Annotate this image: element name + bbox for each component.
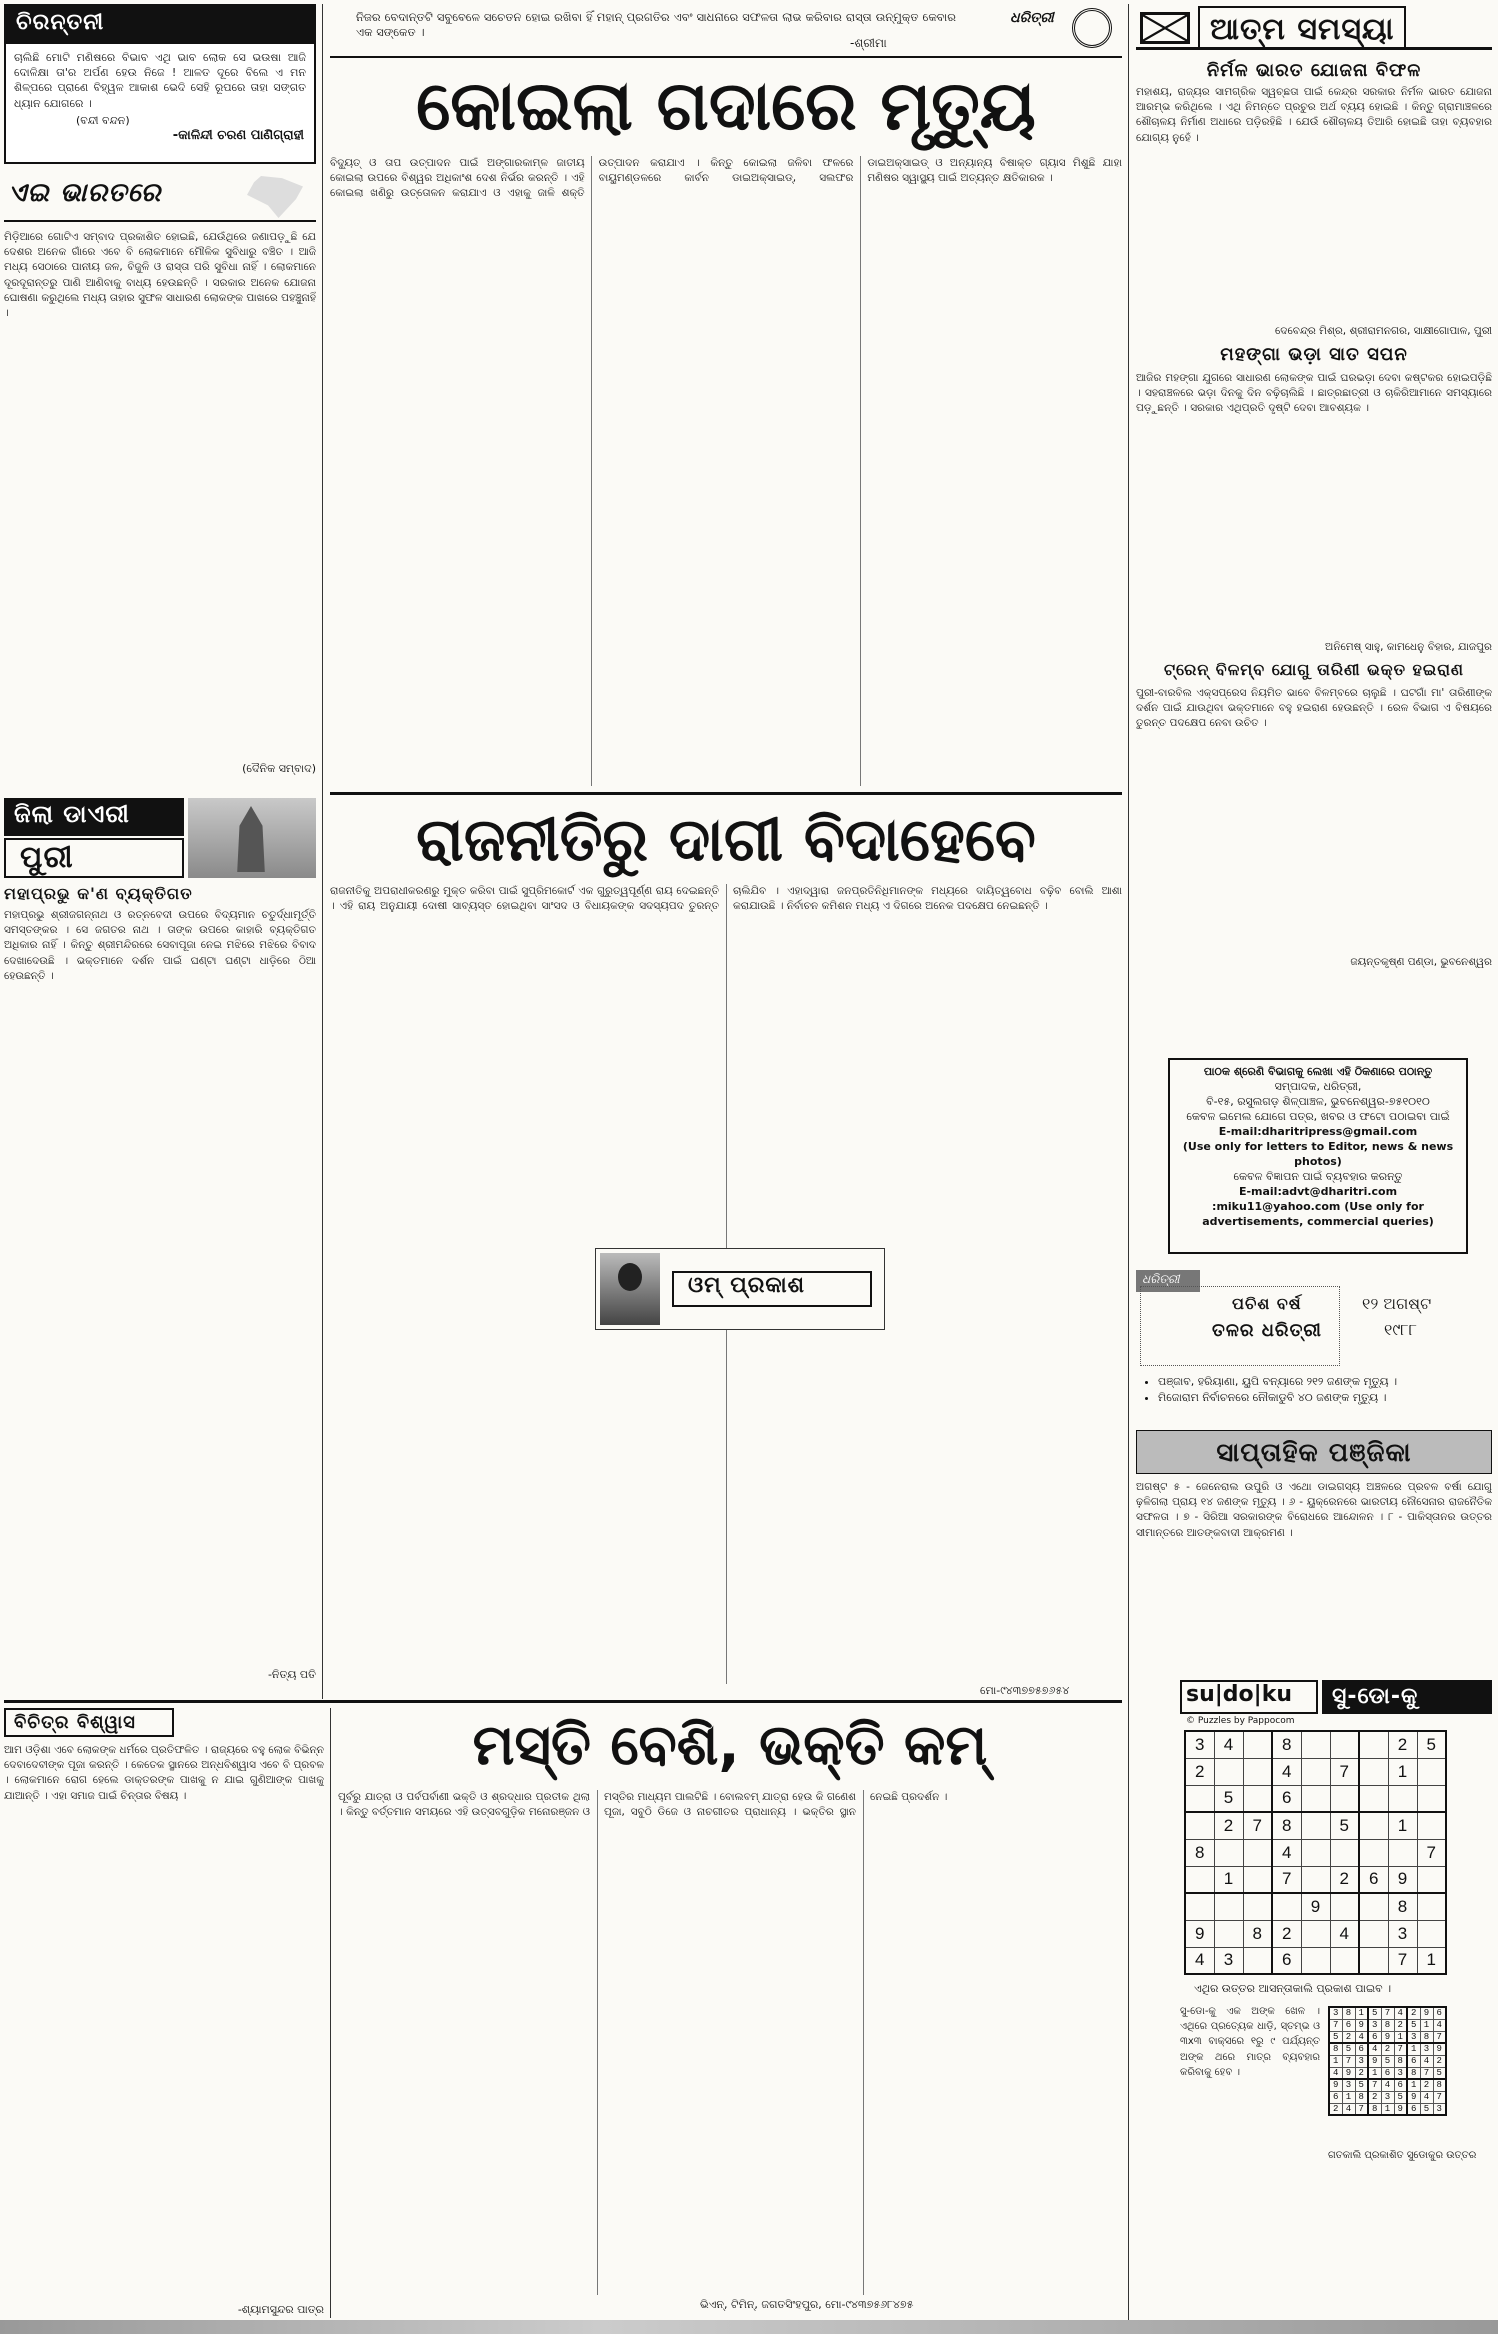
- sudoku-solution-cell: 8: [1342, 2007, 1355, 2019]
- sudoku-solution-cell: 2: [1381, 2043, 1394, 2055]
- sudoku-cell: 7: [1388, 1947, 1417, 1974]
- letter2-text: ଆଜିର ମହଙ୍ଗା ଯୁଗରେ ସାଧାରଣ ଲୋକଙ୍କ ପାଇଁ ଘରଭଡ଼ା ଦେବା କଷ୍ଟକର ହୋଇପଡ଼ିଛି । ସହରାଞ୍ଚଳରେ ଭଡ଼ା ଦିନକୁ ଦିନ ବଢ଼ିଚାଲିଛି । ଛାତ୍ରଛାତ୍ରୀ ଓ ଚାକିରିଆମାନେ ସମସ୍ୟାରେ ପଡ଼ୁଛନ୍ତି । ସରକାର ଏଥିପ୍ରତି ଦୃଷ୍ଟି ଦେବା ଆବଶ୍ୟକ ।: [1136, 372, 1492, 415]
- sudoku-cell: 1: [1214, 1866, 1243, 1893]
- sudoku-cell: [1359, 1758, 1388, 1785]
- puri-temple-photo: [188, 798, 316, 878]
- sudoku-cell: [1214, 1893, 1243, 1920]
- sudoku-cell: [1185, 1893, 1214, 1920]
- sudoku-solution-cell: 8: [1368, 2103, 1381, 2115]
- envelope-icon: [1140, 12, 1190, 44]
- sudoku-cell: 2: [1272, 1920, 1301, 1947]
- letter3-title: ଟ୍ରେନ୍‌ ବିଳମ୍ବ ଯୋଗୁ ତାରିଣୀ ଭକ୍ତ ହଇରାଣ: [1163, 660, 1465, 679]
- sudoku-solution-cell: 8: [1329, 2043, 1342, 2055]
- sudoku-cell: 5: [1214, 1785, 1243, 1812]
- sudoku-solution-cell: 6: [1407, 2055, 1420, 2067]
- sudoku-cell: [1301, 1812, 1330, 1839]
- politics-author-name: ଓମ୍‌ ପ୍ରକାଶ: [672, 1271, 872, 1307]
- top-quote-box: [330, 6, 1122, 58]
- sudoku-solution-cell: 9: [1342, 2067, 1355, 2079]
- sudoku-cell: [1388, 1839, 1417, 1866]
- jilla-district: ପୁରୀ: [4, 838, 184, 878]
- sudoku-solution-cell: 6: [1342, 2019, 1355, 2031]
- sudoku-cell: 9: [1301, 1893, 1330, 1920]
- chirantani-source: (ବନ୍ଦୀ ବନ୍ଦନ): [76, 114, 130, 127]
- sudoku-cell: [1243, 1731, 1272, 1758]
- sudoku-solution-cell: 3: [1433, 2103, 1446, 2115]
- years25-date1: ୧୨ ଅଗଷ୍ଟ: [1362, 1294, 1432, 1313]
- contact-email2[interactable]: E-mail:advt@dharitri.com: [1238, 1185, 1398, 1198]
- letters-section: [1136, 56, 1492, 1056]
- contact-email3[interactable]: :miku11@yahoo.com (Use only for advertisements, commercial queries): [1202, 1200, 1434, 1228]
- ebharat-section: [4, 172, 316, 792]
- sudoku-cell: [1330, 1785, 1359, 1812]
- sudoku-cell: [1301, 1785, 1330, 1812]
- letter2-title: ମହଙ୍ଗା ଭଡ଼ା ସାତ ସପନ: [1220, 344, 1408, 365]
- sudoku-solution-cell: 8: [1407, 2067, 1420, 2079]
- sudoku-solution-cell: 9: [1420, 2007, 1433, 2019]
- sudoku-solution-cell: 6: [1407, 2103, 1420, 2115]
- years25-box: [1136, 1270, 1492, 1420]
- chirantani-heading: ଚିରନ୍ତନୀ: [6, 6, 314, 44]
- sudoku-cell: 4: [1330, 1920, 1359, 1947]
- contact-intro: ପାଠକ ଶ୍ରେଣି ବିଭାଗକୁ ଲେଖା ଏହି ଠିକଣାରେ ପଠାନ୍ତୁ: [1203, 1065, 1433, 1078]
- sudoku-solution-cell: 6: [1381, 2067, 1394, 2079]
- chirantani-author: -କାଳିନ୍ଦୀ ଚରଣ ପାଣିଗ୍ରାହୀ: [172, 128, 304, 143]
- ebharat-heading: ଏଇ ଭାରତରେ: [4, 172, 316, 222]
- sudoku-solution-cell: 7: [1394, 2043, 1407, 2055]
- sudoku-solution-cell: 5: [1355, 2079, 1368, 2091]
- bichitra-heading: ବିଚିତ୍ର ବିଶ୍ୱାସ: [4, 1708, 174, 1737]
- sudoku-cell: 2: [1330, 1866, 1359, 1893]
- sudoku-cell: [1301, 1920, 1330, 1947]
- ebharat-text: ମିଡ଼ିଆରେ ଗୋଟିଏ ସମ୍ବାଦ ପ୍ରକାଶିତ ହୋଇଛି, ଯେଉଁଥିରେ ଜଣାପଡ଼ୁଛି ଯେ ଦେଶର ଅନେକ ଗାଁରେ ଏବେ ବି ଲୋକମାନେ ମୌଳିକ ସୁବିଧାରୁ ବଞ୍ଚିତ । ଆଜି ମଧ୍ୟ ସେଠାରେ ପାନୀୟ ଜଳ, ବିଜୁଳି ଓ ରାସ୍ତା ପରି ସୁବିଧା ନାହିଁ । ଲୋକମାନେ ଦୂରଦୂରାନ୍ତରୁ ପାଣି ଆଣିବାକୁ ବାଧ୍ୟ ହେଉଛନ୍ତି । ସରକାର ଅନେକ ଯୋଜନା ଘୋଷଣା କରୁଥିଲେ ମଧ୍ୟ ତାହାର ସୁଫଳ ସାଧାରଣ ଲୋକଙ୍କ ପାଖରେ ପହଞ୍ଚୁନାହିଁ ।: [4, 231, 316, 320]
- sudoku-cell: 1: [1388, 1758, 1417, 1785]
- sudoku-solution-cell: 7: [1433, 2031, 1446, 2043]
- wheel-icon: [1072, 8, 1112, 48]
- sudoku-cell: [1359, 1731, 1388, 1758]
- jilla-heading: ଜିଲା ଡାଏରୀ: [4, 798, 184, 836]
- sudoku-cell: [1330, 1731, 1359, 1758]
- sudoku-solution-cell: 9: [1407, 2091, 1420, 2103]
- masti-article-text: ପୂର୍ବରୁ ଯାତ୍ରା ଓ ପର୍ବପର୍ବାଣୀ ଭକ୍ତି ଓ ଶ୍ରଦ୍ଧାର ପ୍ରତୀକ ଥିଲା । କିନ୍ତୁ ବର୍ତ୍ତମାନ ସମୟରେ ଏହି ଉତ୍ସବଗୁଡ଼ିକ ମନୋରଞ୍ଜନ ଓ ମସ୍ତିର ମାଧ୍ୟମ ପାଲଟିଛି । ବୋଲବମ୍‌ ଯାତ୍ରା ହେଉ କି ଗଣେଶ ପୂଜା, ସବୁଠି ଡିଜେ ଓ ନାଚଗୀତର ପ୍ରାଧାନ୍ୟ । ଭକ୍ତିର ସ୍ଥାନ ନେଇଛି ପ୍ରଦର୍ଶନ ।: [338, 1791, 948, 1819]
- sudoku-solution-cell: 3: [1394, 2067, 1407, 2079]
- sudoku-solution-cell: 1: [1342, 2091, 1355, 2103]
- sudoku-cell: 8: [1243, 1920, 1272, 1947]
- masti-author: ଭିଏନ୍‌, ଟିମିନ୍‌, ଜଗତସିଂହପୁର, ମୋ-୯୪୩୭୫୬୮୪୭୫: [700, 2298, 914, 2311]
- sudoku-solution-cell: 6: [1329, 2091, 1342, 2103]
- sudoku-solution-cell: 5: [1407, 2019, 1420, 2031]
- years25-items: [1142, 1374, 1486, 1406]
- sudoku-cell: [1243, 1893, 1272, 1920]
- sudoku-solution-cell: 5: [1394, 2091, 1407, 2103]
- sudoku-cell: 6: [1272, 1785, 1301, 1812]
- letter1-author: ଦେବେନ୍ଦ୍ର ମିଶ୍ର, ଶ୍ରୀରାମନଗର, ସାକ୍ଷୀଗୋପାଳ, ପୁରୀ: [1275, 325, 1492, 337]
- panjika-text: ଅଗଷ୍ଟ ୫ - ଜେନେରାଲ ଉପୁରି ଓ ଏଥୋ ଡାଇଗସ୍ୟ ଅଞ୍ଚଳରେ ପ୍ରବଳ ବର୍ଷା ଯୋଗୁ ଢ଼ଳିଗଲା ପ୍ରାୟ ୧୪ ଜଣଙ୍କ ମୃତ୍ୟୁ । ୬ - ୟୁକ୍ରେନରେ ଭାରତୀୟ ନୌସେନାର ରାଜନୈତିକ ସଫଳତା । ୭ - ସିରିଆ ସରକାରଙ୍କ ବିରୋଧରେ ଆନ୍ଦୋଳନ । ୮ - ପାକିସ୍ତାନର ଉତ୍ତର ସୀମାନ୍ତରେ ଆତଙ୍କବାଦୀ ଆକ୍ରମଣ ।: [1136, 1481, 1492, 1539]
- sudoku-solution-cell: 1: [1329, 2055, 1342, 2067]
- sudoku-cell: [1243, 1758, 1272, 1785]
- sudoku-solution-cell: 3: [1368, 2019, 1381, 2031]
- contact-ad-note: କେବଳ ବିଜ୍ଞାପନ ପାଇଁ ବ୍ୟବହାର କରନ୍ତୁ: [1233, 1170, 1403, 1183]
- sudoku-solution-cell: 3: [1355, 2055, 1368, 2067]
- sudoku-solution-cell: 2: [1355, 2067, 1368, 2079]
- sudoku-cell: [1301, 1758, 1330, 1785]
- sudoku-solution-cell: 8: [1433, 2079, 1446, 2091]
- sudoku-cell: [1214, 1920, 1243, 1947]
- contact-addr1: ସମ୍ପାଦକ, ଧରିତ୍ରୀ,: [1274, 1080, 1362, 1093]
- sudoku-solution-cell: 9: [1381, 2031, 1394, 2043]
- sudoku-cell: 1: [1388, 1812, 1417, 1839]
- panjika-heading: ସାପ୍ତାହିକ ପଞ୍ଜିକା: [1136, 1430, 1492, 1474]
- sudoku-solution-cell: 4: [1420, 2055, 1433, 2067]
- sudoku-cell: 8: [1272, 1731, 1301, 1758]
- sudoku-solution-cell: 7: [1342, 2055, 1355, 2067]
- ebharat-author: (ଦୈନିକ ସମ୍ବାଦ): [242, 762, 316, 775]
- sudoku-cell: 9: [1185, 1920, 1214, 1947]
- politics-contact: ମୋ-୯୪୩୭୭୫୭୬୫୪: [980, 1684, 1070, 1697]
- chirantani-text: ଚାଲିଛି ମୋଟି ମଣିଷରେ ବିଭାବ ଏଥି ଭାବ ଲୋକ ସେ ଭଉଷା ଆଜି ଦୋଳିକ୍ଷା ତା'ର ଅର୍ପଣ ହେଉ ନିଜେ ! ଆଳତ ଦୂରେ ବିଲେ ଏ ମନ ଶିଳ୍ପରେ ପ୍ରାଣେ ବିହ୍ୱଳ ଆକାଶ ଭେଦି ସେହି ରୂପରେ ତାହା ସଙ୍ଗତ ଧ୍ୟାନ ଯୋଗରେ ।: [14, 51, 306, 110]
- sudoku-solution-cell: 3: [1381, 2091, 1394, 2103]
- sudoku-solution-cell: 8: [1355, 2091, 1368, 2103]
- sudoku-cell: [1359, 1947, 1388, 1974]
- sudoku-solution-cell: 8: [1394, 2055, 1407, 2067]
- sudoku-cell: 3: [1185, 1731, 1214, 1758]
- sudoku-cell: [1243, 1785, 1272, 1812]
- sudoku-cell: 7: [1243, 1812, 1272, 1839]
- sudoku-solution-cell: 4: [1420, 2091, 1433, 2103]
- sudoku-solution-cell: 2: [1420, 2079, 1433, 2091]
- sudoku-cell: [1185, 1785, 1214, 1812]
- sudoku-solution-cell: 7: [1381, 2007, 1394, 2019]
- chirantani-box: [4, 4, 316, 164]
- sudoku-solution-cell: 5: [1342, 2043, 1355, 2055]
- sudoku-solution-cell: 9: [1368, 2055, 1381, 2067]
- sudoku-solution-cell: 7: [1355, 2103, 1368, 2115]
- sudoku-solution-cell: 1: [1420, 2019, 1433, 2031]
- sudoku-cell: [1359, 1893, 1388, 1920]
- sudoku-solution-cell: 8: [1381, 2019, 1394, 2031]
- sudoku-cell: 2: [1214, 1812, 1243, 1839]
- sudoku-solution-cell: 3: [1420, 2043, 1433, 2055]
- sudoku-cell: 8: [1272, 1812, 1301, 1839]
- sudoku-solution-cell: 4: [1368, 2043, 1381, 2055]
- sudoku-cell: [1330, 1947, 1359, 1974]
- jilla-author: -ନିତ୍ୟ ପତି: [267, 1668, 316, 1681]
- contact-email1[interactable]: E-mail:dharitripress@gmail.com: [1218, 1125, 1418, 1138]
- sudoku-cell: [1243, 1839, 1272, 1866]
- sudoku-cell: 7: [1417, 1839, 1446, 1866]
- bichitra-text: ଆମ ଓଡ଼ିଶା ଏବେ ଲୋକଙ୍କ ଧର୍ମରେ ପ୍ରତିଫଳିତ । ରାଜ୍ୟରେ ବହୁ ଲୋକ ବିଭିନ୍ନ ଦେବାଦେବୀଙ୍କ ପୂଜା କରନ୍ତି । କେତେକ ସ୍ଥାନରେ ଅନ୍ଧବିଶ୍ୱାସ ଏବେ ବି ପ୍ରବଳ । ଲୋକମାନେ ରୋଗ ହେଲେ ଡାକ୍ତରଙ୍କ ପାଖକୁ ନ ଯାଇ ଗୁଣିଆଙ୍କ ପାଖକୁ ଯାଆନ୍ତି । ଏହା ସମାଜ ପାଇଁ ଚିନ୍ତାର ବିଷୟ ।: [4, 1744, 324, 1802]
- sudoku-solution-cell: 8: [1420, 2031, 1433, 2043]
- sudoku-cell: [1417, 1758, 1446, 1785]
- jilla-subhead: ମହାପ୍ରଭୁ କ'ଣ ବ୍ୟକ୍ତିଗତ: [4, 884, 193, 903]
- sudoku-solution-cell: 9: [1433, 2043, 1446, 2055]
- main-article-text: ବିଦ୍ୟୁତ୍‌ ଓ ତାପ ଉତ୍ପାଦନ ପାଇଁ ଅଙ୍ଗାରକାମ୍ଳ ଜାତୀୟ କୋଇଲା ଉପରେ ବିଶ୍ୱର ଅଧିକାଂଶ ଦେଶ ନିର୍ଭର କରନ୍ତି । ଏହି କୋଇଲା ଖଣିରୁ ଉତ୍ତୋଳନ କରାଯାଏ ଓ ଏହାକୁ ଜାଳି ଶକ୍ତି ଉତ୍ପାଦନ କରାଯାଏ । କିନ୍ତୁ କୋଇଲା ଜଳିବା ଫଳରେ ବାୟୁମଣ୍ଡଳରେ କାର୍ବନ ଡାଇଅକ୍ସାଇଡ୍‌, ସଲଫର ଡାଇଅକ୍ସାଇଡ୍‌ ଓ ଅନ୍ୟାନ୍ୟ ବିଷାକ୍ତ ଗ୍ୟାସ ମିଶୁଛି ଯାହା ମଣିଷର ସ୍ୱାସ୍ଥ୍ୟ ପାଇଁ ଅତ୍ୟନ୍ତ କ୍ଷତିକାରକ ।: [330, 157, 1122, 200]
- sudoku-solution-cell: 7: [1368, 2079, 1381, 2091]
- sudoku-cell: 8: [1388, 1893, 1417, 1920]
- sudoku-cell: [1417, 1785, 1446, 1812]
- sudoku-cell: [1214, 1839, 1243, 1866]
- sudoku-cell: 4: [1272, 1758, 1301, 1785]
- sudoku-cell: [1388, 1785, 1417, 1812]
- top-quote-text: ନିଜର ବେଦାନ୍ତଟି ସବୁବେଳେ ସଚେତନ ହୋଇ ରଖିବା ହିଁ ମହାନ୍ ପ୍ରଗତିର ଏବଂ ସାଧନାରେ ସଫଳତା ଲାଭ କରିବାର ରାସ୍ତା ଉନ୍ମୁକ୍ତ କେବାର ଏକ ସଙ୍କେତ ।: [356, 10, 956, 40]
- sudoku-cell: [1185, 1866, 1214, 1893]
- sudoku-cell: 9: [1388, 1866, 1417, 1893]
- sudoku-cell: 6: [1272, 1947, 1301, 1974]
- sudoku-cell: [1330, 1893, 1359, 1920]
- politics-article-text: ରାଜନୀତିକୁ ଅପରାଧୀକରଣରୁ ମୁକ୍ତ କରିବା ପାଇଁ ସୁପ୍ରିମକୋର୍ଟ ଏକ ଗୁରୁତ୍ୱପୂର୍ଣ୍ଣ ରାୟ ଦେଇଛନ୍ତି । ଏହି ରାୟ ଅନୁଯାୟୀ ଦୋଷୀ ସାବ୍ୟସ୍ତ ହୋଇଥିବା ସାଂସଦ ଓ ବିଧାୟକଙ୍କ ସଦସ୍ୟପଦ ତୁରନ୍ତ ଚାଲିଯିବ । ଏହାଦ୍ୱାରା ଜନପ୍ରତିନିଧିମାନଙ୍କ ମଧ୍ୟରେ ଦାୟିତ୍ୱବୋଧ ବଢ଼ିବ ବୋଲି ଆଶା କରାଯାଉଛି । ନିର୍ବାଚନ କମିଶନ ମଧ୍ୟ ଏ ଦିଗରେ ଅନେକ ପଦକ୍ଷେପ ନେଇଛନ୍ତି ।: [330, 885, 1122, 913]
- sudoku-cell: [1243, 1947, 1272, 1974]
- sudoku-cell: [1359, 1812, 1388, 1839]
- sudoku-solution-cell: 1: [1407, 2079, 1420, 2091]
- sudoku-solution-cell: 2: [1433, 2055, 1446, 2067]
- sudoku-cell: [1272, 1893, 1301, 1920]
- sudoku-prev-solution: [1328, 2006, 1447, 2116]
- sudoku-solution-cell: 4: [1381, 2079, 1394, 2091]
- sudoku-solution-cell: 2: [1342, 2031, 1355, 2043]
- bichitra-section: [4, 1708, 324, 2318]
- sudoku-cell: [1359, 1920, 1388, 1947]
- sudoku-cell: 7: [1330, 1758, 1359, 1785]
- contact-email1-note: (Use only for letters to Editor, news & news photos): [1182, 1140, 1454, 1168]
- letter1-title: ନିର୍ମଳ ଭାରତ ଯୋଜନା ବିଫଳ: [1206, 60, 1422, 81]
- sudoku-cell: [1301, 1866, 1330, 1893]
- sudoku-solution-cell: 4: [1342, 2103, 1355, 2115]
- sudoku-solution-cell: 1: [1394, 2031, 1407, 2043]
- atma-header: [1136, 6, 1492, 50]
- panjika-section: [1136, 1430, 1492, 1676]
- sudoku-cell: 4: [1214, 1731, 1243, 1758]
- sudoku-solution-cell: 1: [1368, 2067, 1381, 2079]
- politics-headline: ରାଜନୀତିରୁ ଦାଗୀ ବିଦାହେବେ: [416, 805, 1036, 875]
- letter2-author: ଅନିମେଷ୍ ସାହୁ, କାମଧେନୁ ବିହାର, ଯାଜପୁର: [1325, 641, 1492, 653]
- masti-headline: ମସ୍ତି ବେଶି, ଭକ୍ତି କମ୍‌: [472, 1713, 988, 1778]
- sudoku-cell: 2: [1388, 1731, 1417, 1758]
- sudoku-solution-cell: 9: [1355, 2019, 1368, 2031]
- sudoku-solution-cell: 3: [1407, 2031, 1420, 2043]
- sudoku-cell: [1301, 1947, 1330, 1974]
- sudoku-solution-cell: 2: [1329, 2103, 1342, 2115]
- sudoku-cell: 5: [1417, 1731, 1446, 1758]
- jilla-text: ମହାପ୍ରଭୁ ଶ୍ରୀଜଗନ୍ନାଥ ଓ ରତ୍ନବେଦୀ ଉପରେ ବିଦ୍ୟମାନ ଚତୁର୍ଦ୍ଧାମୂର୍ତ୍ତି ସମସ୍ତଙ୍କର । ସେ ଜଗତର ନାଥ । ତାଙ୍କ ଉପରେ କାହାରି ବ୍ୟକ୍ତିଗତ ଅଧିକାର ନାହିଁ । କିନ୍ତୁ ଶ୍ରୀମନ୍ଦିରରେ ସେବାପୂଜା ନେଇ ମଝିରେ ମଝିରେ ବିବାଦ ଦେଖାଦେଉଛି । ଭକ୍ତମାନେ ଦର୍ଶନ ପାଇଁ ଘଣ୍ଟା ଘଣ୍ଟା ଧାଡ଼ିରେ ଠିଆ ହେଉଛନ୍ତି ।: [4, 909, 316, 982]
- sudoku-solution-cell: 4: [1329, 2067, 1342, 2079]
- sudoku-cell: [1417, 1920, 1446, 1947]
- sudoku-solution-cell: 6: [1433, 2007, 1446, 2019]
- sudoku-solution-cell: 7: [1329, 2019, 1342, 2031]
- sudoku-cell: 6: [1359, 1866, 1388, 1893]
- sudoku-rules: ସୁ-ଡୋ-କୁ ଏକ ଅଙ୍କ ଖେଳ । ଏଥିରେ ପ୍ରତ୍ୟେକ ଧାଡ଼ି, ସ୍ତମ୍ଭ ଓ ୩x୩ ବାକ୍ସରେ ୧ରୁ ୯ ପର୍ଯ୍ୟନ୍ତ ଅଙ୍କ ଥରେ ମାତ୍ର ବ୍ୟବହାର କରିବାକୁ ହେବ ।: [1180, 2006, 1320, 2078]
- sudoku-cell: 8: [1185, 1839, 1214, 1866]
- sudoku-cell: [1185, 1812, 1214, 1839]
- years25-badge: ଧରିତ୍ରୀ: [1136, 1270, 1200, 1292]
- sudoku-cell: [1417, 1893, 1446, 1920]
- years25-date2: ୧୯୮୮: [1384, 1320, 1417, 1339]
- sudoku-cell: [1330, 1839, 1359, 1866]
- page-footer-bar: [0, 2320, 1498, 2334]
- sudoku-solution-cell: 7: [1420, 2067, 1433, 2079]
- sudoku-solution-cell: 7: [1433, 2091, 1446, 2103]
- sudoku-cell: 1: [1417, 1947, 1446, 1974]
- contact-addr2: ବି-୧୫, ରସୁଲଗଡ଼ ଶିଳ୍ପାଞ୍ଚଳ, ଭୁବନେଶ୍ୱର-୭୫୧୦୧୦: [1206, 1095, 1430, 1108]
- atma-heading: ଆତ୍ମ ସମସ୍ୟା: [1198, 6, 1406, 50]
- contact-box: [1168, 1058, 1468, 1254]
- sudoku-cell: 4: [1185, 1947, 1214, 1974]
- jilla-diary-header: [4, 798, 316, 878]
- sudoku-solution-cell: 1: [1355, 2007, 1368, 2019]
- sudoku-solution-cell: 3: [1342, 2079, 1355, 2091]
- letter1-text: ମହାଶୟ, ରାଜ୍ୟର ସାମଗ୍ରିକ ସ୍ୱଚ୍ଛତା ପାଇଁ କେନ୍ଦ୍ର ସରକାର ନିର୍ମଳ ଭାରତ ଯୋଜନା ଆରମ୍ଭ କରିଥିଲେ । ଏଥି ନିମନ୍ତେ ପ୍ରଚୁର ଅର୍ଥ ବ୍ୟୟ ହୋଇଛି । କିନ୍ତୁ ଗ୍ରାମାଞ୍ଚଳରେ ଶୌଚାଳୟ ନିର୍ମାଣ ଅଧାରେ ପଡ଼ିରହିଛି । ଯେଉଁ ଶୌଚାଳୟ ତିଆରି ହୋଇଛି ତାହା ବ୍ୟବହାର ଯୋଗ୍ୟ ନୁହେଁ ।: [1136, 86, 1492, 144]
- sudoku-cell: [1301, 1839, 1330, 1866]
- sudoku-cell: 4: [1272, 1839, 1301, 1866]
- sudoku-solution-cell: 2: [1368, 2091, 1381, 2103]
- sudoku-cell: [1417, 1866, 1446, 1893]
- sudoku-solution-cell: 9: [1394, 2103, 1407, 2115]
- sudoku-cell: 7: [1272, 1866, 1301, 1893]
- bichitra-author: -ଶ୍ୟାମସୁନ୍ଦର ପାତ୍ର: [237, 2303, 324, 2316]
- sudoku-answer-note: ଏଥିର ଉତ୍ତର ଆସନ୍ତାକାଲି ପ୍ରକାଶ ପାଇବ ।: [1194, 1982, 1392, 1995]
- sudoku-cell: [1417, 1812, 1446, 1839]
- sudoku-solution-cell: 6: [1368, 2031, 1381, 2043]
- sudoku-cell: 2: [1185, 1758, 1214, 1785]
- sudoku-cell: [1359, 1785, 1388, 1812]
- sudoku-solution-cell: 4: [1394, 2007, 1407, 2019]
- dharitri-logo: ଧରିତ୍ରୀ: [1010, 10, 1054, 26]
- sudoku-solution-cell: 1: [1381, 2103, 1394, 2115]
- sudoku-solution-cell: 6: [1394, 2079, 1407, 2091]
- sudoku-solution-cell: 5: [1420, 2103, 1433, 2115]
- author-photo: [600, 1253, 660, 1325]
- jilla-article: [4, 884, 316, 1684]
- sudoku-cell: [1243, 1866, 1272, 1893]
- sudoku-logo: su|do|ku: [1180, 1680, 1318, 1714]
- years25-title2: ତଳର ଧରିତ୍ରୀ: [1212, 1320, 1322, 1341]
- sudoku-solution-cell: 5: [1381, 2055, 1394, 2067]
- letter3-text: ପୁରୀ-ବାରବିଲ ଏକ୍ସପ୍ରେସ ନିୟମିତ ଭାବେ ବିଳମ୍ବରେ ଚାଲୁଛି । ଘଟଗାଁ ମା' ତାରିଣୀଙ୍କ ଦର୍ଶନ ପାଇଁ ଯାଉଥିବା ଭକ୍ତମାନେ ବହୁ ହଇରାଣ ହେଉଛନ୍ତି । ରେଳ ବିଭାଗ ଏ ବିଷୟରେ ତୁରନ୍ତ ପଦକ୍ଷେପ ନେବା ଉଚିତ ।: [1136, 687, 1492, 730]
- sudoku-cell: [1359, 1839, 1388, 1866]
- main-headline: କୋଇଲା ଗଦାରେ ମୃତ୍ୟୁ: [416, 67, 1036, 146]
- top-quote-author: -ଶ୍ରୀମା: [850, 36, 887, 50]
- sudoku-prev-label: ଗତକାଲି ପ୍ରକାଶିତ ସୁଡୋକୁର ଉତ୍ତର: [1328, 2150, 1477, 2161]
- politics-author-box: [595, 1248, 885, 1330]
- sudoku-solution-cell: 1: [1407, 2043, 1420, 2055]
- sudoku-cell: [1214, 1758, 1243, 1785]
- sudoku-logo-oriya: ସୁ-ଡୋ-କୁ: [1322, 1680, 1492, 1714]
- years25-title1: ପଚିଶ ବର୍ଷ: [1232, 1294, 1302, 1313]
- sudoku-cell: 5: [1330, 1812, 1359, 1839]
- sudoku-solution-cell: 5: [1368, 2007, 1381, 2019]
- sudoku-solution-cell: 9: [1329, 2079, 1342, 2091]
- sudoku-solution-cell: 2: [1394, 2019, 1407, 2031]
- sudoku-solution-cell: 6: [1355, 2043, 1368, 2055]
- sudoku-section: [1180, 1680, 1492, 2320]
- sudoku-cell: [1301, 1731, 1330, 1758]
- sudoku-solution-cell: 5: [1329, 2031, 1342, 2043]
- sudoku-cell: 3: [1214, 1947, 1243, 1974]
- sudoku-solution-cell: 5: [1433, 2067, 1446, 2079]
- years25-item: • ପଞ୍ଜାବ, ହରିୟାଣା, ୟୁପି ବନ୍ୟାରେ ୨୧୨ ଜଣଙ୍କ ମୃତ୍ୟୁ ।: [1158, 1374, 1486, 1390]
- sudoku-cell: 3: [1388, 1920, 1417, 1947]
- sudoku-credit: © Puzzles by Pappocom: [1186, 1716, 1295, 1726]
- sudoku-solution-cell: 3: [1329, 2007, 1342, 2019]
- sudoku-solution-cell: 4: [1433, 2019, 1446, 2031]
- sudoku-solution-cell: 2: [1407, 2007, 1420, 2019]
- years25-item: • ମିଜୋରାମ ନିର୍ବାଚନରେ ନୌକାଡୁବି ୪୦ ଜଣଙ୍କ ମୃତ୍ୟୁ ।: [1158, 1390, 1486, 1406]
- sudoku-solution-cell: 4: [1355, 2031, 1368, 2043]
- letter3-author: ଜୟନ୍ତକୃଷ୍ଣ ପଣ୍ଡା, ଭୁବନେଶ୍ୱର: [1350, 956, 1492, 968]
- contact-email-note: କେବଳ ଇମେଲ ଯୋଗେ ପତ୍ର, ଖବର ଓ ଫଟୋ ପଠାଇବା ପାଇଁ: [1186, 1110, 1450, 1123]
- sudoku-grid: [1184, 1730, 1447, 1975]
- temple-icon: [228, 806, 274, 872]
